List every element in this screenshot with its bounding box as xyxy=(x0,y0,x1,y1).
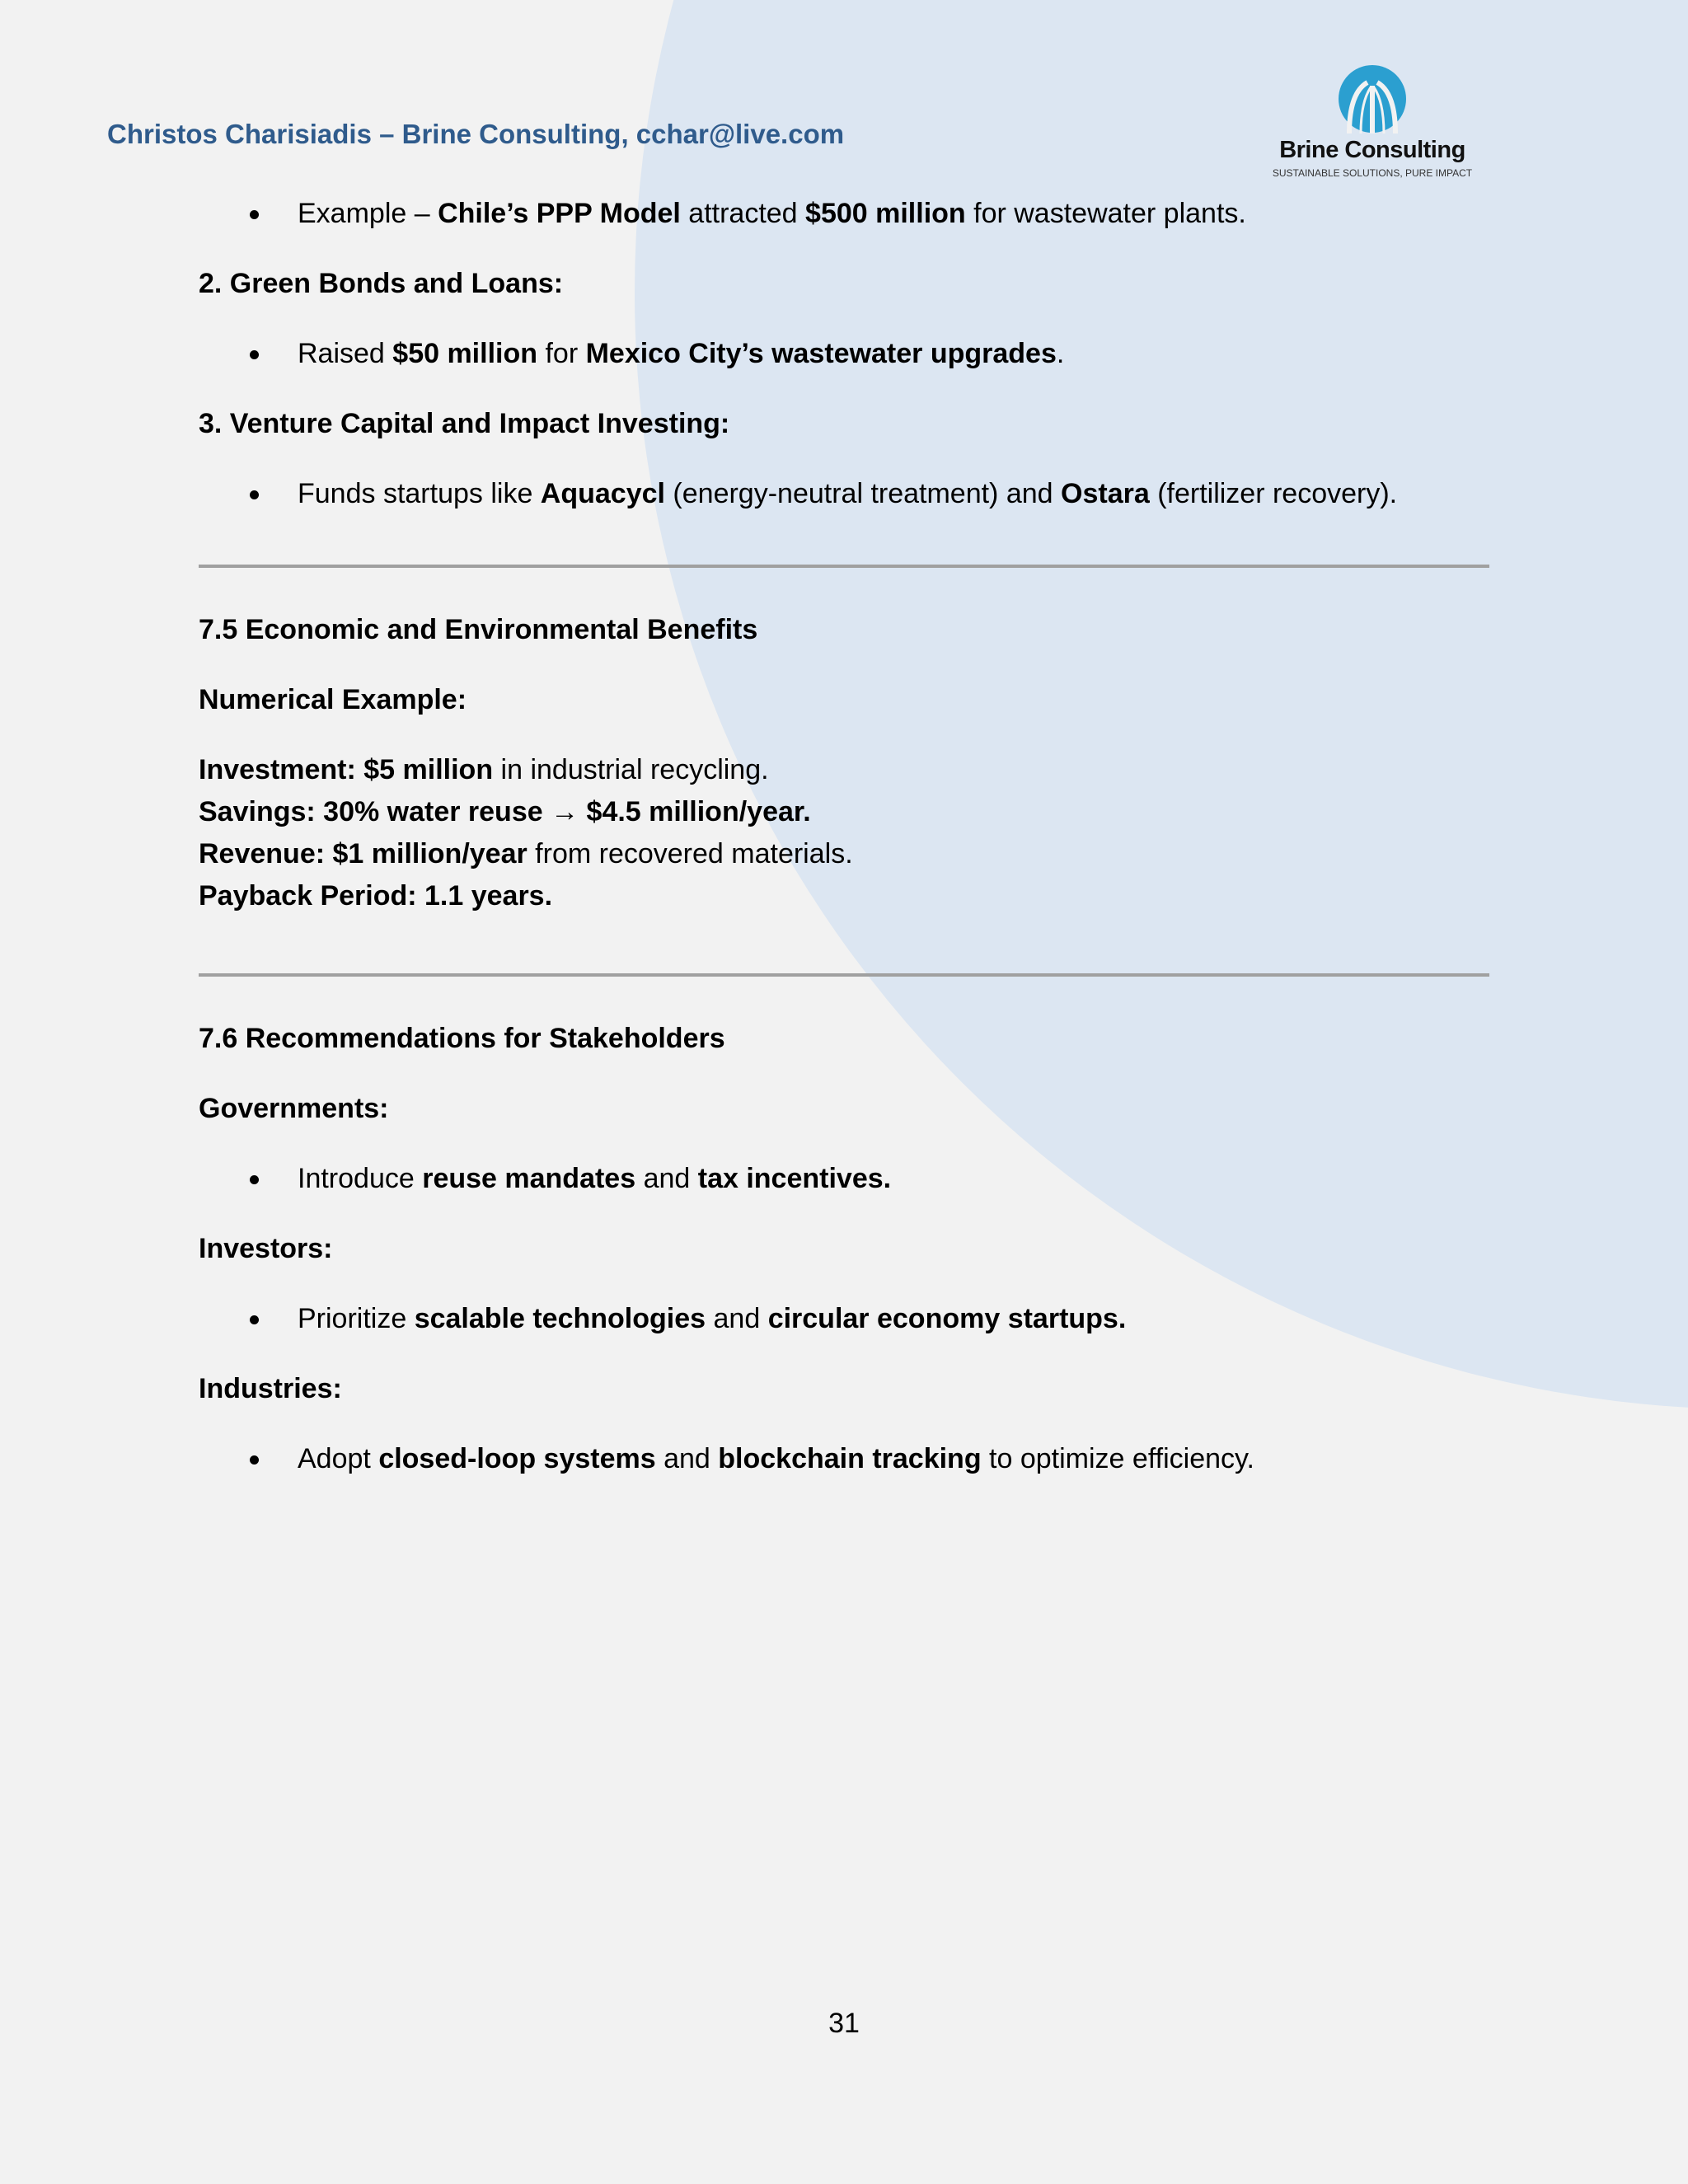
brine-logo-icon xyxy=(1338,64,1407,134)
subheading-numerical-example: Numerical Example: xyxy=(199,684,467,715)
page-number: 31 xyxy=(828,2008,860,2039)
revenue-line: Revenue: $1 million/year from recovered materials. xyxy=(199,838,853,869)
subheading-governments: Governments: xyxy=(199,1093,389,1124)
section-title-7-5: 7.5 Economic and Environmental Benefits xyxy=(199,614,758,645)
subheading-investors: Investors: xyxy=(199,1233,333,1264)
subheading-industries: Industries: xyxy=(199,1373,342,1404)
list-item: Raised $50 million for Mexico City’s wastewater upgrades. xyxy=(199,333,1489,375)
payback-line: Payback Period: 1.1 years. xyxy=(199,880,553,912)
list-item: Example – Chile’s PPP Model attracted $500 million for wastewater plants. xyxy=(199,193,1489,235)
logo-tagline: SUSTAINABLE SOLUTIONS, PURE IMPACT xyxy=(1272,167,1473,179)
section-divider xyxy=(199,973,1489,977)
logo-name: Brine Consulting xyxy=(1279,137,1465,163)
header-author-line: Christos Charisiadis – Brine Consulting, cchar@live.com xyxy=(107,119,845,149)
subheading-venture-capital: 3. Venture Capital and Impact Investing: xyxy=(199,408,730,439)
savings-line: Savings: 30% water reuse → $4.5 million/year. xyxy=(199,796,811,827)
section-divider xyxy=(199,565,1489,568)
list-item: Funds startups like Aquacycl (energy-neutral treatment) and Ostara (fertilizer recovery). xyxy=(199,473,1489,515)
list-item: Prioritize scalable technologies and circular economy startups. xyxy=(199,1298,1489,1340)
list-item: Introduce reuse mandates and tax incentives. xyxy=(199,1158,1489,1200)
list-item: Adopt closed-loop systems and blockchain tracking to optimize efficiency. xyxy=(199,1438,1489,1480)
main-content xyxy=(199,193,1489,1508)
numerical-example-lines xyxy=(199,749,1489,917)
section-title-7-6: 7.6 Recommendations for Stakeholders xyxy=(199,1023,725,1054)
brine-consulting-logo xyxy=(1261,64,1484,179)
investment-line: Investment: $5 million in industrial recycling. xyxy=(199,754,769,785)
subheading-green-bonds: 2. Green Bonds and Loans: xyxy=(199,268,564,299)
